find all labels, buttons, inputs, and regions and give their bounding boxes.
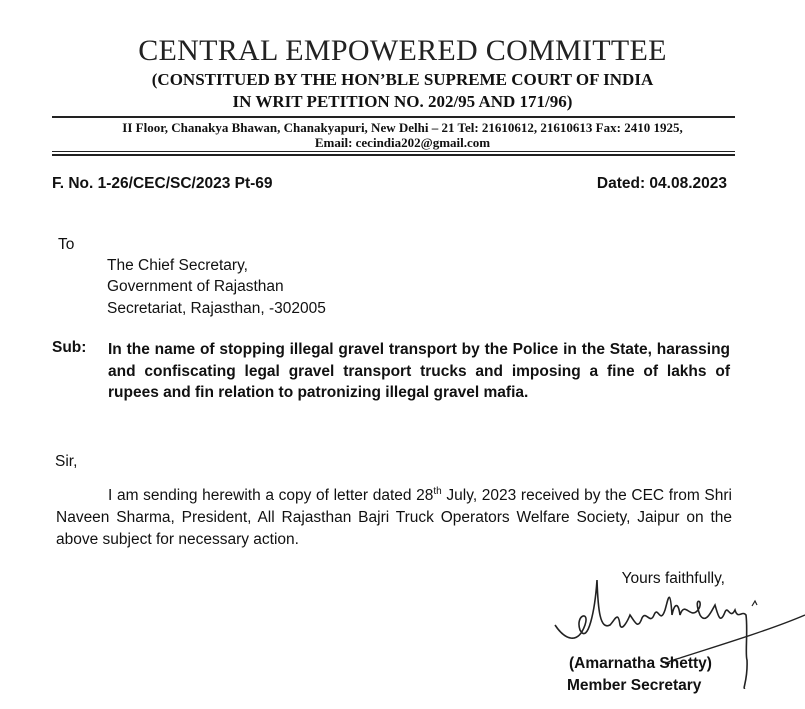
to-label: To — [58, 236, 75, 253]
salutation: Sir, — [55, 453, 78, 470]
addressee-line: The Chief Secretary, — [107, 257, 248, 274]
file-number: F. No. 1-26/CEC/SC/2023 Pt-69 — [52, 175, 273, 192]
letterhead-title: CENTRAL EMPOWERED COMMITTEE — [138, 34, 667, 67]
signatory-name: (Amarnatha Shetty) — [569, 655, 712, 672]
date: Dated: 04.08.2023 — [596, 175, 727, 192]
body-text-continued: July, 2023 received by the CEC from Shri Naveen Sharma, President, All Rajasthan Bajri Truck Operators Welfare Society, Jaipur on the above subject for necessary action. — [56, 487, 732, 549]
letterhead-email: Email: cecindia202@gmail.com — [314, 135, 491, 150]
header-double-rule-bottom — [52, 154, 735, 156]
addressee-line: Secretariat, Rajasthan, -302005 — [107, 300, 326, 317]
letterhead-address: II Floor, Chanakya Bhawan, Chanakyapuri, New Delhi – 21 Tel: 21610612, 21610613 Fax: 2410 1925, — [122, 120, 683, 135]
letterhead-writ-petition: IN WRIT PETITION NO. 202/95 AND 171/96) — [232, 92, 573, 111]
body-paragraph — [56, 481, 732, 551]
header-double-rule-top — [52, 151, 735, 152]
header-rule — [52, 116, 735, 118]
ordinal-suffix: th — [433, 486, 442, 497]
closing: Yours faithfully, — [621, 570, 725, 587]
subject-text: In the name of stopping illegal gravel transport by the Police in the State, harassing and confiscating legal gravel transport trucks and imposing a fine of lakhs of rupees and fin relation to patronizing illegal gravel mafia. — [108, 341, 730, 402]
letterhead-subtitle: (CONSTITUED BY THE HON’BLE SUPREME COURT OF INDIA — [151, 70, 654, 89]
signatory-title: Member Secretary — [567, 677, 702, 694]
subject-label: Sub: — [52, 339, 87, 356]
addressee-line: Government of Rajasthan — [107, 278, 284, 295]
body-text: I am sending herewith a copy of letter dated 28 — [108, 487, 434, 505]
